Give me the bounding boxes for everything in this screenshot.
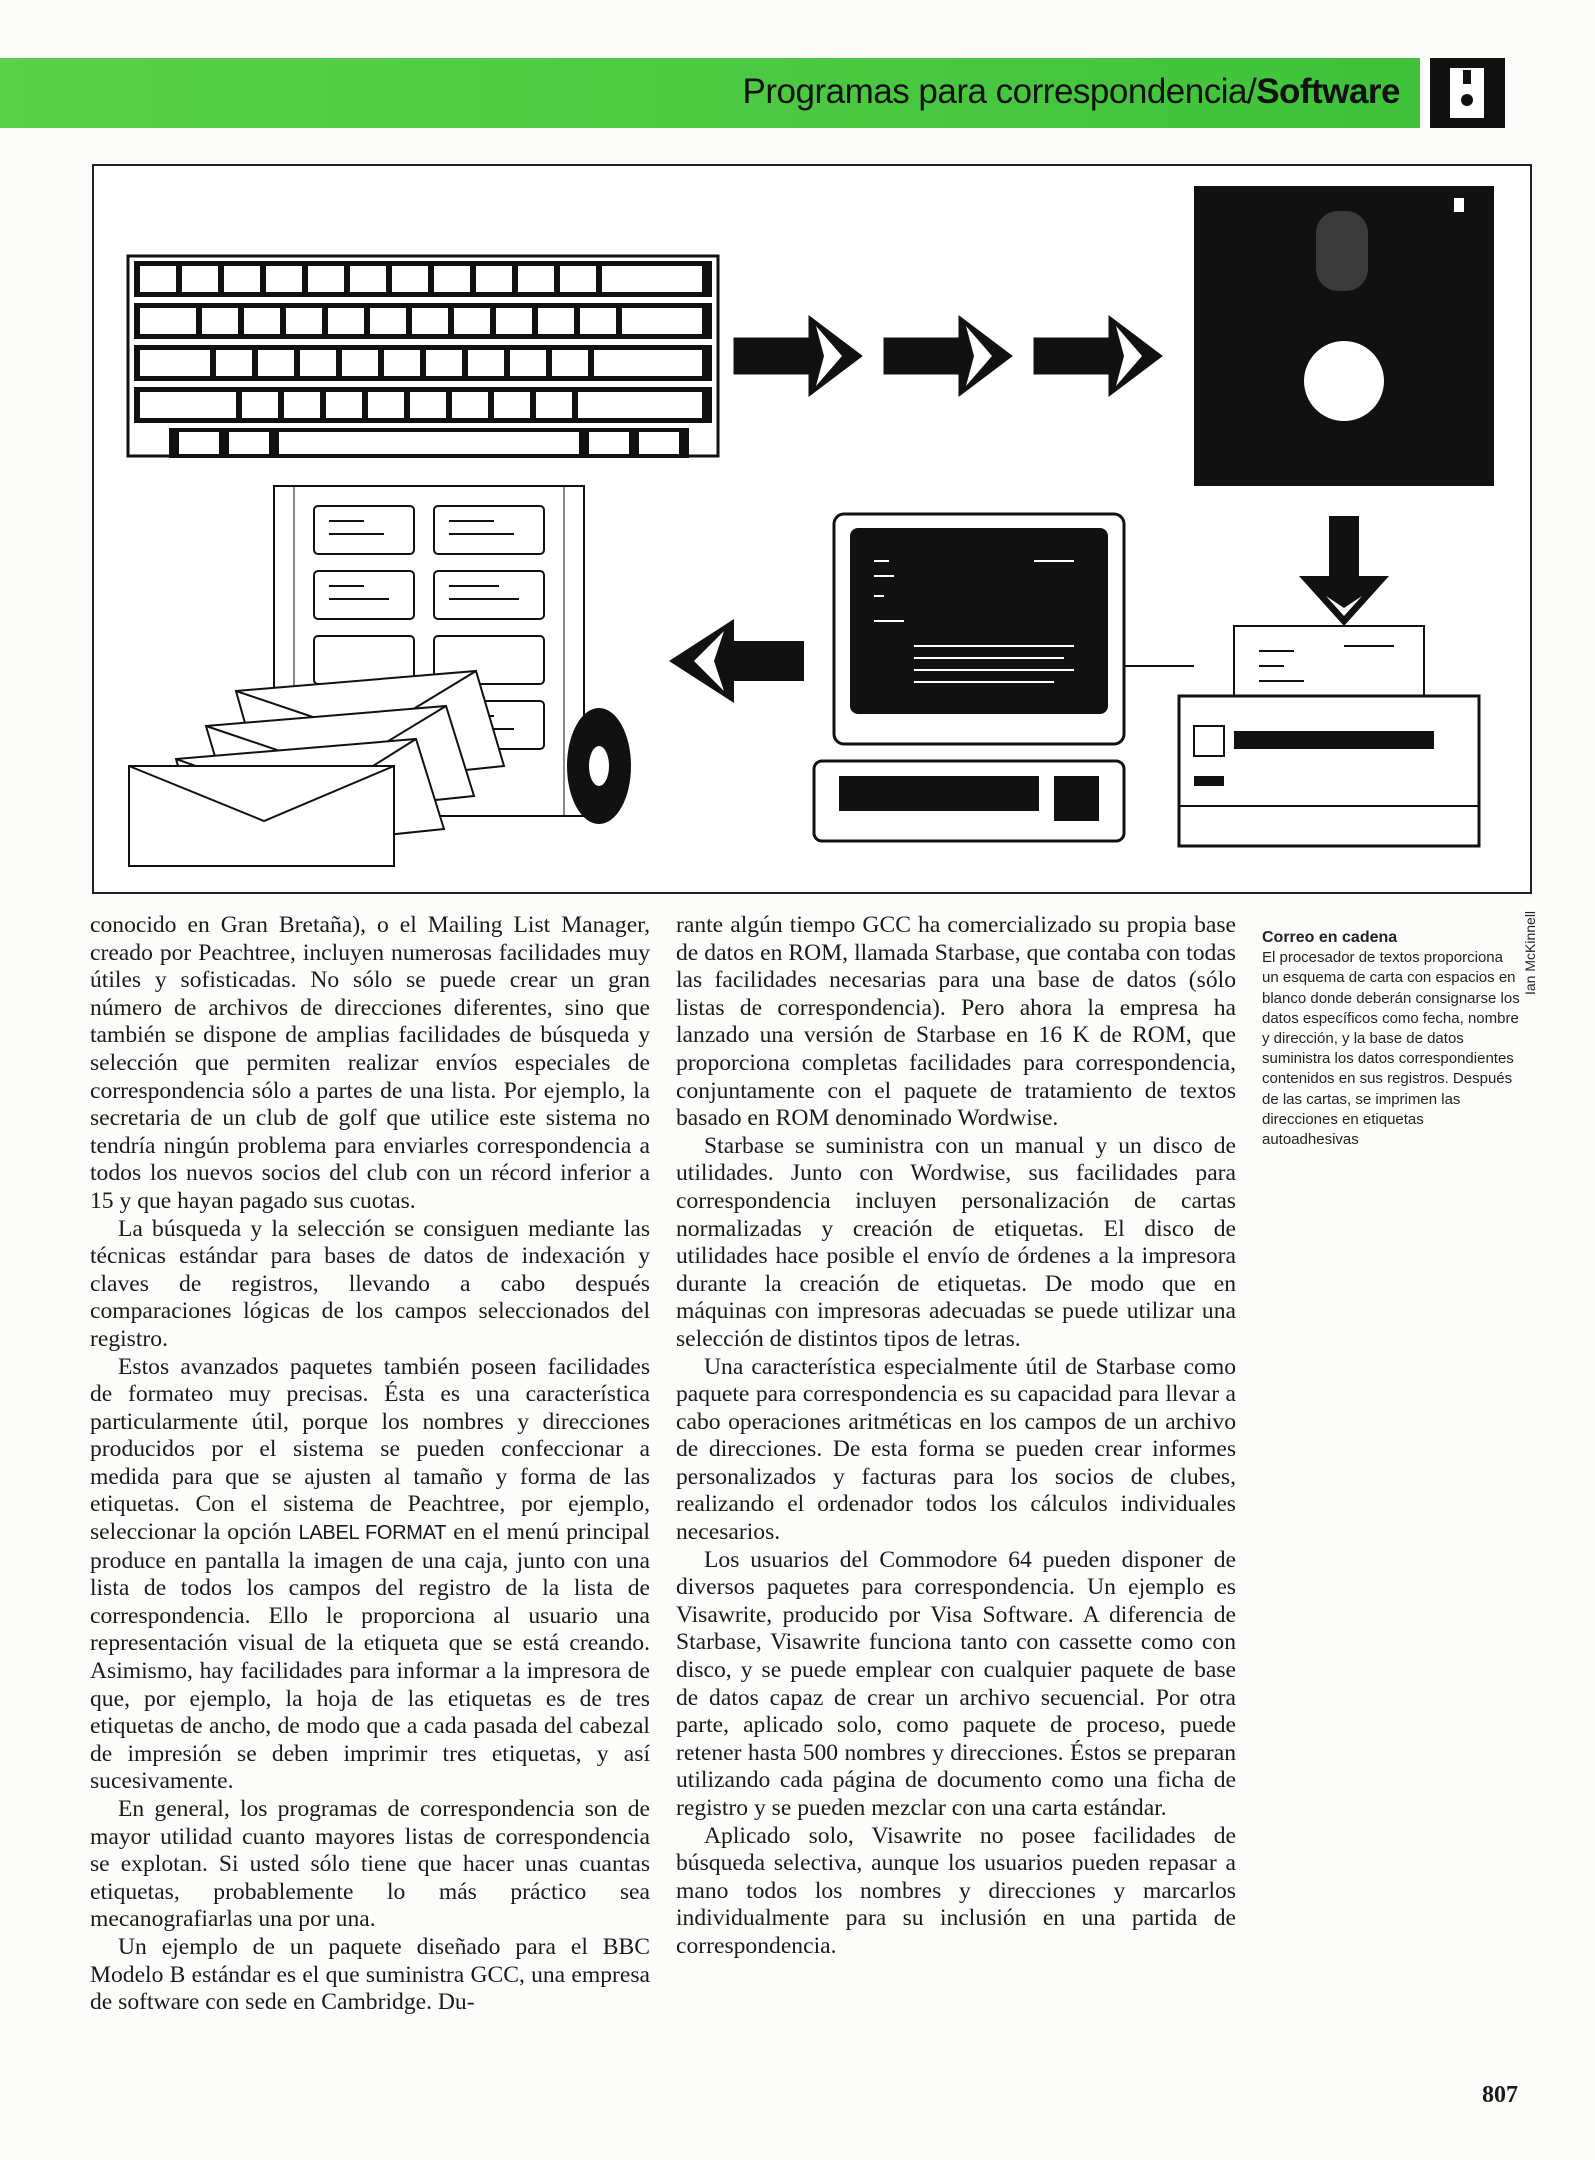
title-prefix: Programas para correspondencia/ bbox=[742, 72, 1257, 111]
paragraph: conocido en Gran Bretaña), o el Mailing List Manager, creado por Peachtree, incluyen numerosas facilidades muy útiles y sofisticadas. No sólo se puede crear un gran número de archivos de direcciones diferentes, sino que también se dispone de amplias facilidades de búsqueda y selección que permiten realizar envíos especiales de correspondencia sólo a partes de una lista. Por ejemplo, la secretaria de un club de golf que utilice este sistema no tendría ningún problema para enviarles correspondencia a todos los nuevos socios del club con un récord inferior a 15 y que hayan pagado sus cuotas. bbox=[90, 912, 650, 1214]
text-column-1 bbox=[90, 912, 650, 2017]
arrow-right-icon bbox=[734, 316, 1162, 396]
floppy-disk-icon bbox=[1194, 186, 1494, 486]
arrow-left-icon bbox=[669, 619, 804, 703]
paragraph: Una característica especialmente útil de Starbase como paquete para correspondencia es su capacidad para llevar a cabo operaciones aritméticas en los campos de un archivo de direcciones. De esta forma se pueden crear informes personalizados y facturas para los socios de clubes, realizando el ordenador todos los cálculos individuales necesarios. bbox=[676, 1353, 1236, 1546]
title-section: Software bbox=[1256, 72, 1400, 111]
section-title bbox=[743, 72, 1400, 112]
paragraph: Starbase se suministra con un manual y un disco de utilidades. Junto con Wordwise, sus facilidades para correspondencia incluyen personalización de cartas normalizadas y creación de etiquetas. El disco de utilidades hace posible el envío de órdenes a la impresora durante la creación de etiquetas. De modo que en máquinas con impresoras adecuadas se puede utilizar una selección de distintos tipos de letras. bbox=[676, 1132, 1236, 1352]
paragraph: Los usuarios del Commodore 64 pueden disponer de diversos paquetes para correspondencia. Un ejemplo es Visawrite, producido por Visa Software. A diferencia de Starbase, Visawrite funciona tanto con cassette como con disco, y se puede emplear con cualquier paquete de base de datos capaz de crear un archivo secuencial. Por otra parte, aplicado solo, como paquete de proceso, puede retener hasta 500 nombres y direcciones. Éstos se preparan utilizando cada página de documento como una ficha de registro y se pueden mezclar con una carta estándar. bbox=[676, 1546, 1236, 1821]
mail-merge-illustration bbox=[92, 164, 1532, 894]
figure-caption bbox=[1262, 928, 1522, 1150]
paragraph bbox=[90, 1354, 650, 1797]
computer-icon bbox=[814, 514, 1194, 841]
paragraph: En general, los programas de correspondencia son de mayor utilidad cuanto mayores listas de correspondencia se explotan. Si usted sólo tiene que hacer unas cuantas etiquetas, probablemente lo más práctico sea mecanografiarlas una por una. bbox=[90, 1796, 650, 1933]
paragraph-text: Estos avanzados paquetes también poseen facilidades de formateo muy precisas. Ésta es una característica particularmente útil, porque los nombres y direcciones producidos por el sistema se pueden confeccionar a medida para que se ajusten al tamaño y forma de las etiquetas. Con el sistema de Peachtree, por ejemplo, seleccionar la opción bbox=[90, 1353, 650, 1546]
paragraph: Aplicado solo, Visawrite no posee facilidades de búsqueda selectiva, aunque los usuarios pueden repasar a mano todos los nombres y direcciones y marcarlos individualmente para su inclusión en una partida de correspondencia. bbox=[676, 1822, 1236, 1959]
printer-icon bbox=[1179, 626, 1479, 846]
paragraph: rante algún tiempo GCC ha comercializado su propia base de datos en ROM, llamada Starbase, que contaba con todas las facilidades necesarias para una base de datos (sólo listas de correspondencia). Pero ahora la empresa ha lanzado una versión de Starbase en 16 K de ROM, que proporciona completas facilidades para correspondencia, conjuntamente con el paquete de tratamiento de textos basado en ROM denominado Wordwise. bbox=[676, 912, 1236, 1132]
illustration-credit: Ian McKinnell bbox=[1522, 910, 1538, 995]
caption-text: El procesador de textos proporciona un esquema de carta con espacios en blanco donde deberán consignarse los datos específicos como fecha, nombre y dirección, y la base de datos suministra los datos correspondientes contenidos en sus registros. Después de las cartas, se imprimen las direcciones en etiquetas autoadhesivas bbox=[1262, 949, 1520, 1149]
menu-option-code: LABEL FORMAT bbox=[298, 1522, 447, 1545]
text-column-2 bbox=[676, 912, 1236, 1961]
paragraph: Un ejemplo de un paquete diseñado para el BBC Modelo B estándar es el que suministra GCC, una empresa de software con sede en Cambridge. Du- bbox=[90, 1933, 650, 2016]
caption-title: Correo en cadena bbox=[1262, 929, 1398, 946]
section-header-bar bbox=[0, 58, 1420, 128]
paragraph: La búsqueda y la selección se consiguen mediante las técnicas estándar para bases de datos de indexación y claves de registros, llevando a cabo después comparaciones lógicas de los campos seleccionados del registro. bbox=[90, 1215, 650, 1352]
envelope-icon bbox=[129, 671, 504, 866]
floppy-disk-icon bbox=[1430, 58, 1505, 128]
page-number: 807 bbox=[1482, 2082, 1518, 2108]
arrow-down-icon bbox=[1299, 516, 1389, 626]
paragraph-text: en el menú principal produce en pantalla la imagen de una caja, junto con una lista de todos los campos del registro de la lista de correspondencia. Ello le proporciona al usuario una representación visual de la etiqueta que se está creando. Asimismo, hay facilidades para informar a la impresora de que, por ejemplo, la hoja de las etiquetas es de tres etiquetas de ancho, de modo que a cada pasada del cabezal de impresión se deben imprimir tres etiquetas, y así sucesivamente. bbox=[90, 1519, 650, 1795]
keyboard-icon bbox=[128, 256, 718, 458]
